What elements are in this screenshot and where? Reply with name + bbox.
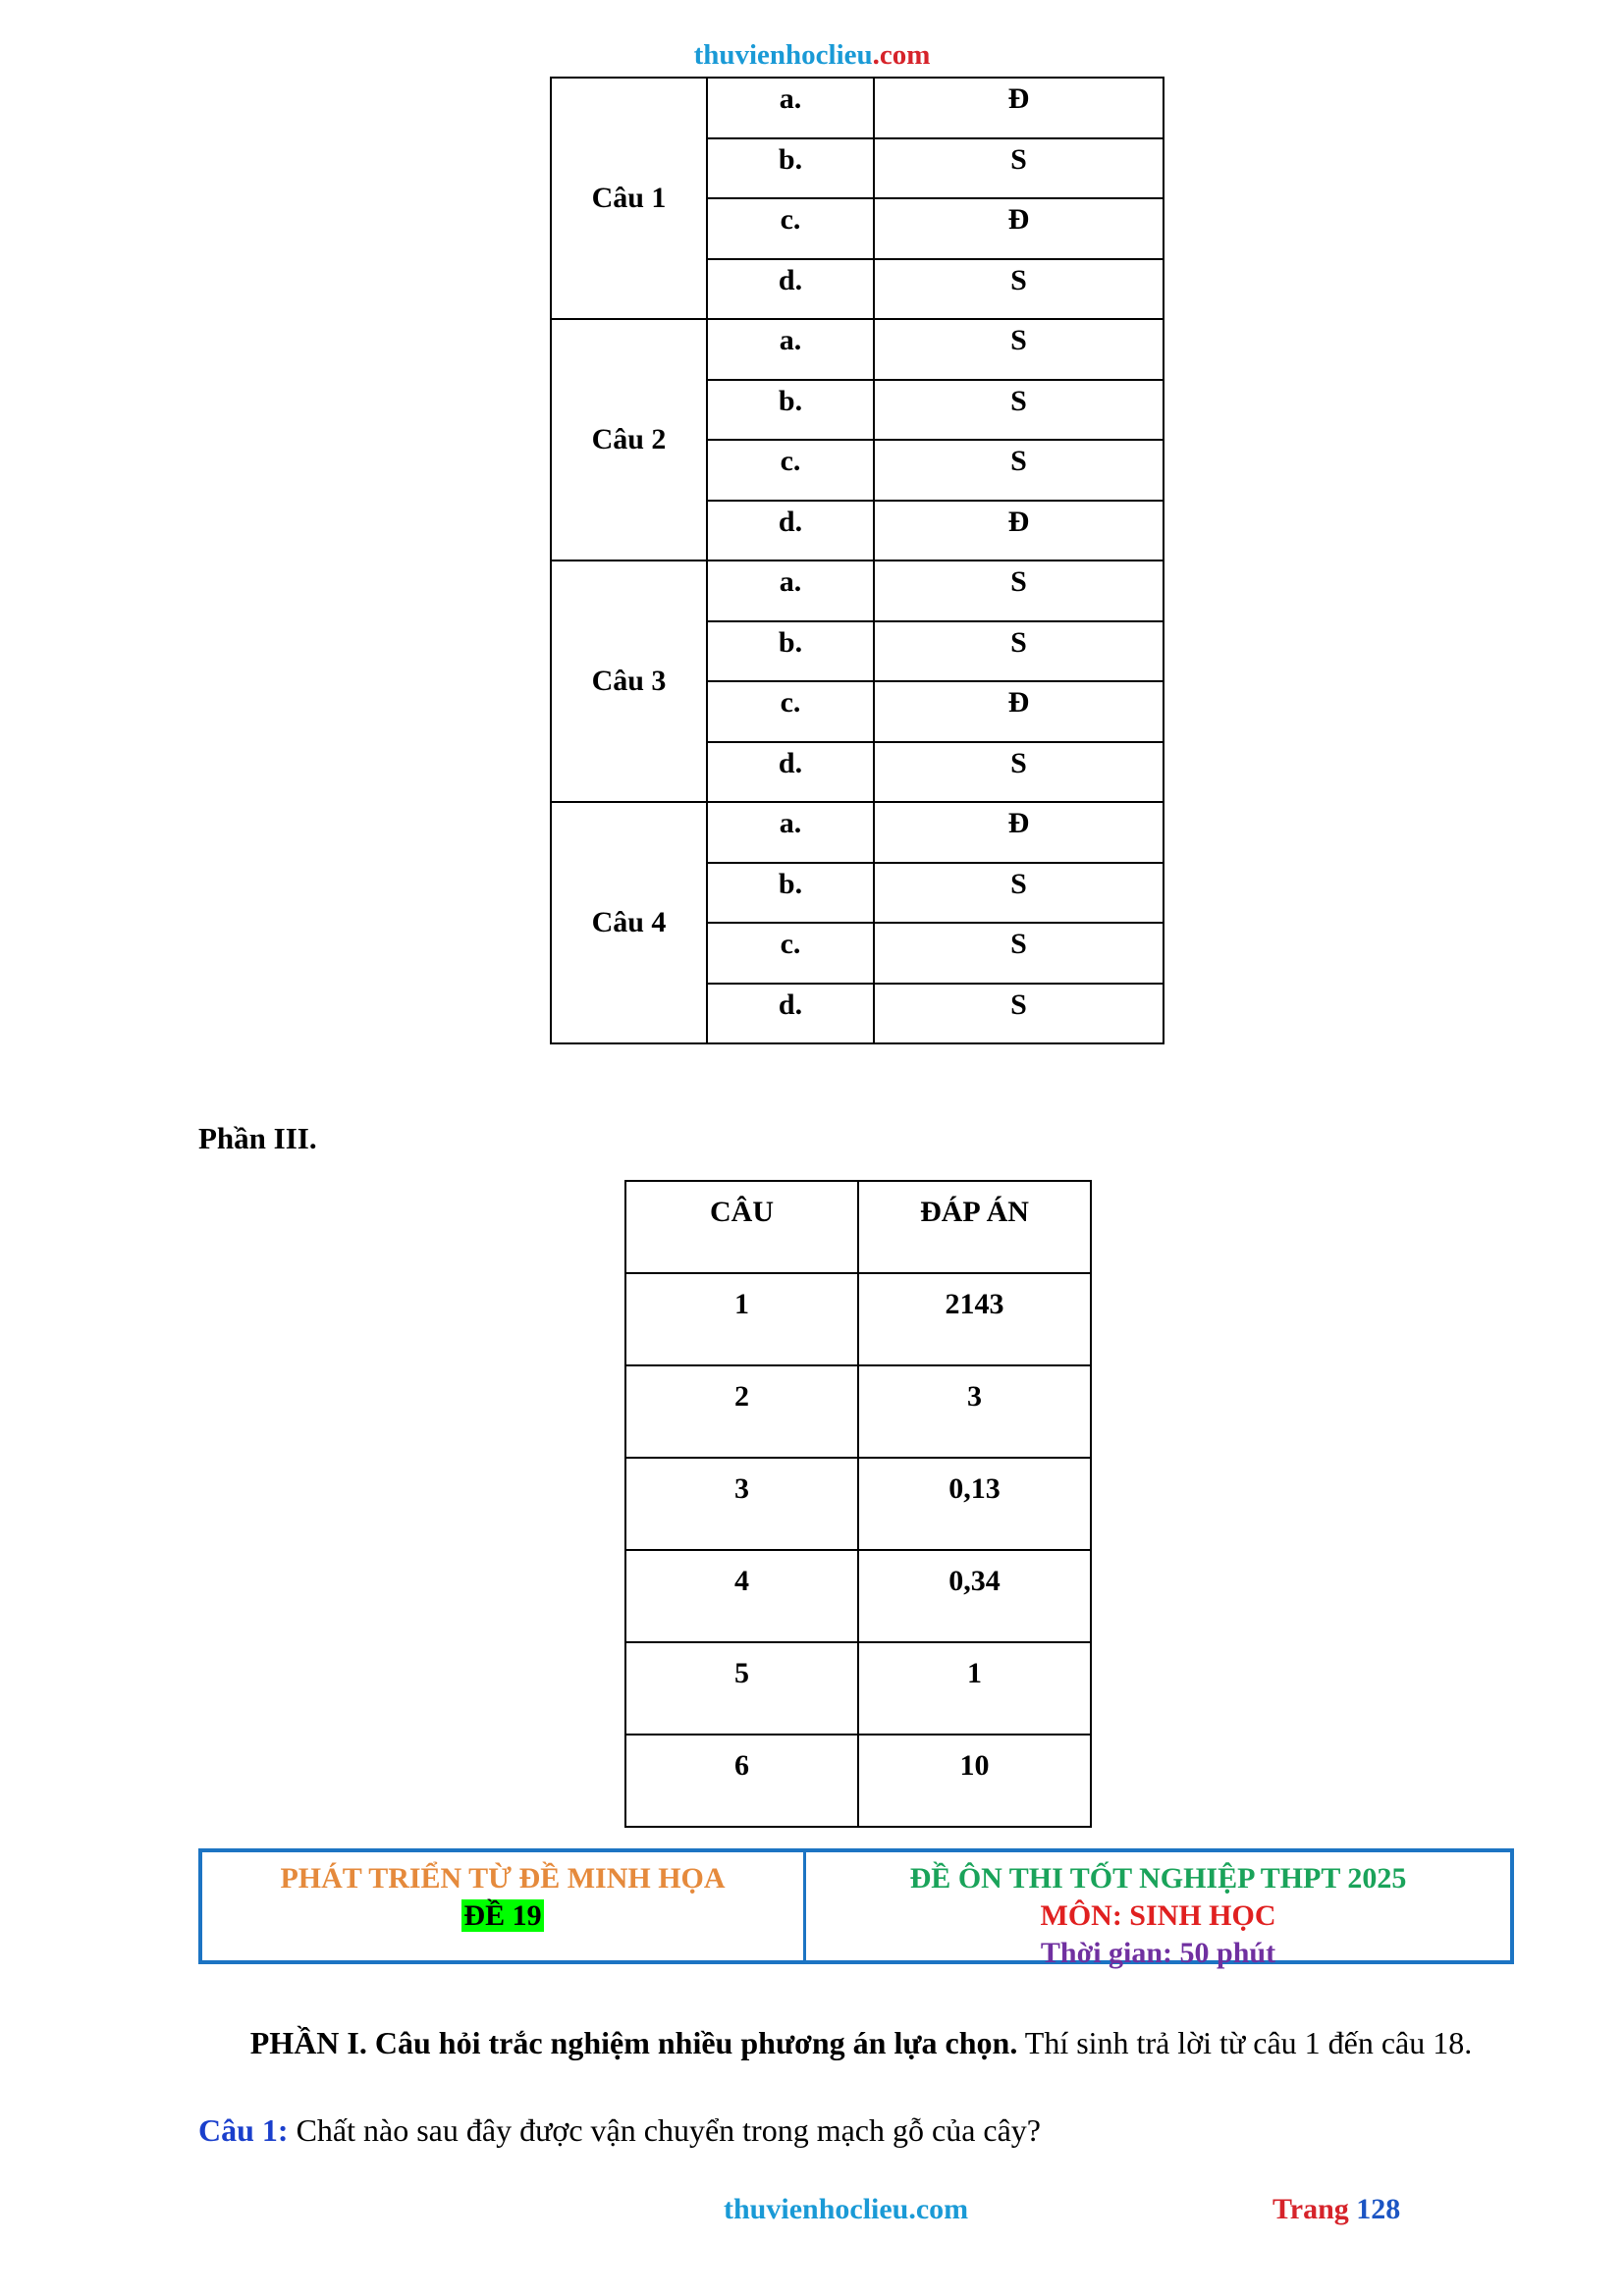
exam-info bbox=[806, 1852, 1510, 1969]
option-cell: c. bbox=[707, 198, 874, 259]
site-header bbox=[0, 39, 1624, 72]
answer-cell: 2143 bbox=[858, 1273, 1091, 1365]
exam-source bbox=[202, 1852, 806, 1960]
table-row bbox=[551, 561, 1164, 621]
exam-duration: Thời gian: 50 phút bbox=[1040, 1937, 1276, 1969]
option-cell: b. bbox=[707, 380, 874, 441]
question-number-cell: 1 bbox=[625, 1273, 858, 1365]
answer-cell: 0,13 bbox=[858, 1458, 1091, 1550]
question-cell: Câu 3 bbox=[551, 561, 707, 802]
exam-title-box bbox=[198, 1848, 1514, 1969]
exam-subject: MÔN: SINH HỌC bbox=[1040, 1899, 1276, 1932]
answer-cell: S bbox=[874, 440, 1164, 501]
answer-cell: S bbox=[874, 863, 1164, 924]
answer-cell: Đ bbox=[874, 78, 1164, 138]
question-1 bbox=[198, 2112, 1041, 2149]
part1-heading: PHẦN I. Câu hỏi trắc nghiệm nhiều phương án lựa chọn. bbox=[249, 2025, 1018, 2060]
exam-title: ĐỀ ÔN THI TỐT NGHIỆP THPT 2025 bbox=[909, 1862, 1407, 1895]
answer-cell: S bbox=[874, 380, 1164, 441]
table-row bbox=[625, 1642, 1091, 1735]
option-cell: a. bbox=[707, 561, 874, 621]
option-cell: a. bbox=[707, 802, 874, 863]
option-cell: a. bbox=[707, 78, 874, 138]
answer-cell: S bbox=[874, 138, 1164, 199]
site-domain: .com bbox=[872, 39, 931, 71]
option-cell: d. bbox=[707, 259, 874, 320]
question-number-cell: 3 bbox=[625, 1458, 858, 1550]
option-cell: b. bbox=[707, 863, 874, 924]
answer-cell: S bbox=[874, 319, 1164, 380]
answer-cell: Đ bbox=[874, 681, 1164, 742]
page-num: 128 bbox=[1356, 2193, 1401, 2225]
table-row bbox=[551, 78, 1164, 138]
table-row bbox=[625, 1550, 1091, 1642]
option-cell: c. bbox=[707, 440, 874, 501]
question-number-cell: 4 bbox=[625, 1550, 858, 1642]
question-text: Chất nào sau đây được vận chuyển trong mạch gỗ của cây? bbox=[288, 2112, 1041, 2148]
table-row bbox=[551, 319, 1164, 380]
question-number: Câu 1: bbox=[198, 2112, 289, 2148]
part1-instructions bbox=[196, 2020, 1526, 2065]
answer-cell: Đ bbox=[874, 802, 1164, 863]
table-row bbox=[551, 802, 1164, 863]
option-cell: b. bbox=[707, 621, 874, 682]
option-cell: d. bbox=[707, 742, 874, 803]
option-cell: b. bbox=[707, 138, 874, 199]
page-label: Trang bbox=[1272, 2193, 1357, 2225]
option-cell: d. bbox=[707, 984, 874, 1044]
footer-site: thuvienhoclieu.com bbox=[724, 2193, 969, 2225]
answer-cell: 3 bbox=[858, 1365, 1091, 1458]
answer-cell: 0,34 bbox=[858, 1550, 1091, 1642]
answer-cell: Đ bbox=[874, 198, 1164, 259]
true-false-answer-table bbox=[550, 77, 1164, 1044]
table-row bbox=[625, 1365, 1091, 1458]
part3-answer-table bbox=[624, 1180, 1092, 1828]
question-cell: Câu 1 bbox=[551, 78, 707, 319]
header-cell: CÂU bbox=[625, 1181, 858, 1273]
option-cell: a. bbox=[707, 319, 874, 380]
question-number-cell: 5 bbox=[625, 1642, 858, 1735]
page-number bbox=[1272, 2193, 1400, 2226]
table-row bbox=[625, 1458, 1091, 1550]
option-cell: c. bbox=[707, 923, 874, 984]
answer-cell: Đ bbox=[874, 501, 1164, 561]
table-header-row bbox=[625, 1181, 1091, 1273]
question-cell: Câu 2 bbox=[551, 319, 707, 561]
answer-cell: S bbox=[874, 923, 1164, 984]
exam-number: ĐỀ 19 bbox=[463, 1899, 542, 1932]
part3-label: Phần III. bbox=[198, 1121, 317, 1155]
answer-cell: S bbox=[874, 621, 1164, 682]
header-cell: ĐÁP ÁN bbox=[858, 1181, 1091, 1273]
question-number-cell: 2 bbox=[625, 1365, 858, 1458]
table-row bbox=[625, 1735, 1091, 1827]
answer-cell: S bbox=[874, 984, 1164, 1044]
part1-instruction-text: Thí sinh trả lời từ câu 1 đến câu 18. bbox=[1017, 2025, 1473, 2060]
answer-cell: S bbox=[874, 742, 1164, 803]
option-cell: c. bbox=[707, 681, 874, 742]
option-cell: d. bbox=[707, 501, 874, 561]
site-name: thuvienhoclieu bbox=[693, 39, 873, 71]
answer-cell: S bbox=[874, 259, 1164, 320]
question-cell: Câu 4 bbox=[551, 802, 707, 1043]
table-row bbox=[625, 1273, 1091, 1365]
answer-cell: 10 bbox=[858, 1735, 1091, 1827]
answer-cell: 1 bbox=[858, 1642, 1091, 1735]
question-number-cell: 6 bbox=[625, 1735, 858, 1827]
answer-cell: S bbox=[874, 561, 1164, 621]
exam-source-title: PHÁT TRIỂN TỪ ĐỀ MINH HỌA bbox=[280, 1862, 726, 1895]
